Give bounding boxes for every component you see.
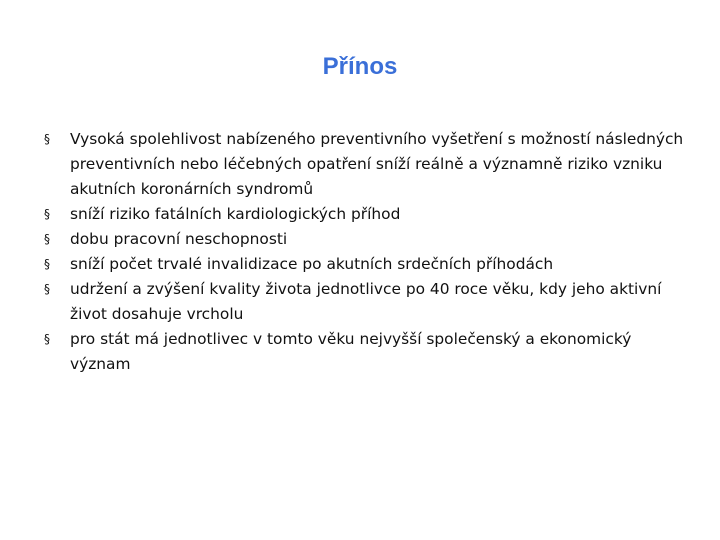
bullet-marker-icon: § bbox=[44, 132, 50, 146]
bullet-marker-icon: § bbox=[44, 282, 50, 296]
bullet-text: dobu pracovní neschopnosti bbox=[70, 230, 288, 248]
slide-title: Přínos bbox=[322, 53, 398, 80]
bullet-marker-icon: § bbox=[44, 257, 50, 271]
bullet-text: sníží počet trvalé invalidizace po akutních srdečních příhodách bbox=[70, 255, 554, 273]
bullet-text: udržení a zvýšení kvality života jednotlivce po 40 roce věku, kdy jeho aktivní život dosahuje vrcholu bbox=[70, 280, 662, 323]
bullet-text: pro stát má jednotlivec v tomto věku nejvyšší společenský a ekonomický význam bbox=[70, 330, 632, 373]
bullet-marker-icon: § bbox=[44, 232, 50, 246]
bullet-text: sníží riziko fatálních kardiologických příhod bbox=[70, 205, 401, 223]
bullet-marker-icon: § bbox=[44, 207, 50, 221]
bullet-item-2 bbox=[44, 202, 684, 227]
bullet-item-5 bbox=[44, 277, 684, 327]
bullet-list bbox=[44, 127, 684, 377]
bullet-marker-icon: § bbox=[44, 332, 50, 346]
bullet-item-4 bbox=[44, 252, 684, 277]
bullet-item-1 bbox=[44, 127, 684, 202]
bullet-text: Vysoká spolehlivost nabízeného preventivního vyšetření s možností následných preventivních nebo léčebných opatření sníží reálně a významně riziko vzniku akutních koronárních syndromů bbox=[70, 130, 684, 198]
bullet-item-3 bbox=[44, 227, 684, 252]
bullet-item-6 bbox=[44, 327, 684, 377]
